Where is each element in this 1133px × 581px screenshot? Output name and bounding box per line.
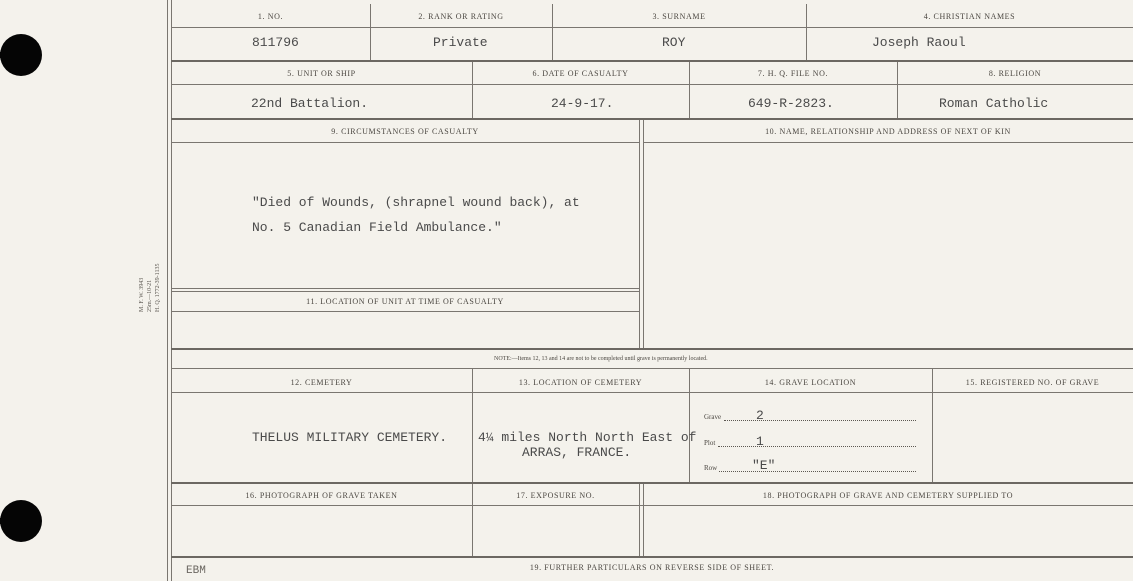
value-religion: Roman Catholic	[939, 96, 1049, 111]
label-unit: 5. UNIT OR SHIP	[287, 69, 356, 78]
rule-r16-label	[171, 505, 1133, 506]
value-circumstances-line2: No. 5 Canadian Field Ambulance."	[252, 220, 502, 235]
rule-section-9-bottom	[171, 348, 1133, 350]
rule-r12-top	[171, 368, 1133, 369]
rule-10-label	[643, 142, 1133, 143]
rule-r12-bottom	[171, 482, 1133, 484]
margin-print-line1: M. F. W. 3943	[139, 277, 145, 312]
rule-r12-label	[171, 392, 1133, 393]
label-circumstances: 9. CIRCUMSTANCES OF CASUALTY	[331, 127, 479, 136]
label-next-of-kin: 10. NAME, RELATIONSHIP AND ADDRESS OF NEXT OF KIN	[765, 127, 1011, 136]
rule-9-label	[171, 142, 639, 143]
value-grave: 2	[756, 408, 764, 423]
label-rank: 2. RANK OR RATING	[418, 12, 504, 21]
value-location-of-cemetery-line1: 4¼ miles North North East of	[478, 430, 697, 445]
row-label: Row	[704, 464, 718, 472]
rule-11-label	[171, 311, 639, 312]
label-no: 1. NO.	[257, 12, 284, 21]
rule-r2-bottom	[171, 118, 1133, 120]
label-grave-location: 14. GRAVE LOCATION	[764, 378, 857, 387]
rule-r16-bottom	[171, 556, 1133, 558]
value-row: "E"	[752, 458, 776, 473]
label-location-of-unit: 11. LOCATION OF UNIT AT TIME OF CASUALTY	[306, 297, 504, 306]
row-dots	[719, 471, 916, 472]
rule-r1-bottom	[171, 60, 1133, 62]
label-registered-no: 15. REGISTERED NO. OF GRAVE	[965, 378, 1100, 387]
rule-11-top-a	[171, 288, 639, 289]
grave-dots	[724, 420, 916, 421]
label-date-of-casualty: 6. DATE OF CASUALTY	[532, 69, 629, 78]
divider-9-10a	[639, 120, 640, 348]
grave-label: Grave	[704, 413, 722, 421]
label-cemetery: 12. CEMETERY	[290, 378, 353, 387]
value-circumstances-line1: "Died of Wounds, (shrapnel wound back), at	[252, 195, 580, 210]
value-plot: 1	[756, 434, 764, 449]
value-christian-names: Joseph Raoul	[872, 35, 966, 50]
label-exposure-no: 17. EXPOSURE NO.	[516, 491, 595, 500]
margin-print-codes	[138, 264, 162, 312]
label-photo-grave: 16. PHOTOGRAPH OF GRAVE TAKEN	[245, 491, 398, 500]
plot-label: Plot	[704, 439, 716, 447]
margin-print-line3: H. Q. 1772-39-1135	[155, 263, 161, 312]
value-rank: Private	[433, 35, 488, 50]
left-border-outer	[167, 0, 168, 581]
label-photo-supplied: 18. PHOTOGRAPH OF GRAVE AND CEMETERY SUPPLIED TO	[762, 491, 1014, 500]
punch-hole-bottom-tail	[0, 518, 20, 524]
divider-r16-b	[639, 484, 640, 556]
rule-11-top-b	[171, 291, 639, 292]
value-location-of-cemetery-line2: ARRAS, FRANCE.	[522, 445, 632, 460]
punch-hole-top-tail	[0, 52, 20, 58]
value-surname: ROY	[662, 35, 686, 50]
value-no: 811796	[252, 35, 299, 50]
rule-r2-label	[171, 84, 1133, 85]
label-hq-file-no: 7. H. Q. FILE NO.	[757, 69, 829, 78]
note-items: NOTE:—Items 12, 13 and 14 are not to be completed until grave is permanently located.	[494, 356, 708, 362]
rule-r1-label	[171, 27, 1133, 28]
value-unit: 22nd Battalion.	[251, 96, 369, 111]
plot-dots	[718, 446, 916, 447]
divider-9-10b	[643, 120, 644, 348]
label-further-particulars: 19. FURTHER PARTICULARS ON REVERSE SIDE OF SHEET.	[529, 563, 775, 572]
label-christian-names: 4. CHRISTIAN NAMES	[923, 12, 1016, 21]
label-religion: 8. RELIGION	[988, 69, 1042, 78]
value-date-of-casualty: 24-9-17.	[551, 96, 614, 111]
initials: EBM	[186, 565, 206, 577]
label-location-of-cemetery: 13. LOCATION OF CEMETERY	[518, 378, 643, 387]
value-cemetery: THELUS MILITARY CEMETERY.	[252, 430, 448, 445]
margin-print-line2: 25m.—10-21	[147, 279, 153, 312]
label-surname: 3. SURNAME	[652, 12, 706, 21]
value-hq-file-no: 649-R-2823.	[748, 96, 834, 111]
